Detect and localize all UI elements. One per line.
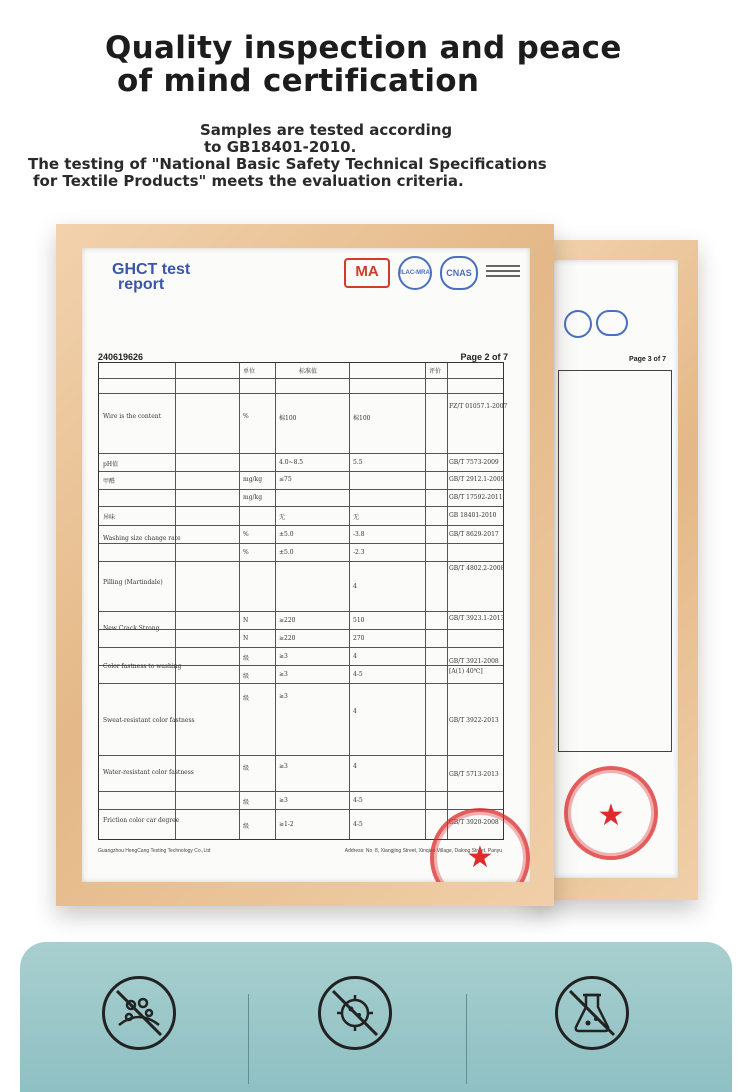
cnas-text-logo: [486, 262, 520, 284]
row-result: 棉100: [353, 415, 371, 422]
row-result: 510: [353, 617, 365, 624]
row-item: Pilling (Martindale): [103, 579, 163, 586]
row-unit: 级: [243, 673, 250, 680]
headline-line-2: of mind certification: [117, 63, 480, 99]
row-result: 4: [353, 583, 357, 590]
row-method: GB/T 3921-2008: [449, 658, 499, 665]
row-method: GB/T 8629-2017: [449, 531, 499, 538]
subtitle-line-4: for Textile Products" meets the evaluation criteria.: [33, 172, 464, 190]
row-item: 甲醛: [103, 478, 116, 485]
subtitle-line-2: to GB18401-2010.: [204, 138, 357, 156]
back-report-frame: [530, 240, 698, 900]
row-method: FZ/T 01057.1-2007: [449, 403, 508, 410]
row-item: 异味: [103, 514, 116, 521]
footer-company: Guangzhou HengCang Testing Technology Co.,Ltd: [98, 848, 211, 854]
row-method: GB/T 4802.2-2008: [449, 565, 505, 572]
row-unit: 级: [243, 823, 250, 830]
row-item: Friction color car degree: [103, 817, 180, 824]
header-std: 标准值: [299, 368, 318, 375]
row-unit: %: [243, 531, 249, 538]
row-item: Sweat-resistant color fastness: [103, 717, 195, 724]
subtitle-line-3: The testing of "National Basic Safety Technical Specifications: [28, 155, 547, 173]
row-unit: N: [243, 617, 249, 624]
row-result: 4-5: [353, 821, 363, 828]
row-result: 5.5: [353, 459, 363, 466]
row-result: -2.3: [353, 549, 365, 556]
row-item: pH值: [103, 461, 119, 468]
row-unit: mg/kg: [243, 476, 263, 483]
header-unit: 单位: [243, 368, 256, 375]
row-result: 4-5: [353, 797, 363, 804]
row-unit: %: [243, 413, 249, 420]
ilac-logo: [564, 310, 592, 338]
row-method: GB/T 2912.1-2009: [449, 476, 505, 483]
subtitle: [28, 122, 728, 190]
row-result: 4: [353, 708, 357, 715]
back-logos: [564, 310, 628, 338]
row-result: 无: [353, 514, 360, 521]
row-method: GB/T 7573-2009: [449, 459, 499, 466]
row-std: ≤75: [279, 476, 292, 483]
row-method: GB 18401-2010: [449, 512, 497, 519]
row-result: 270: [353, 635, 365, 642]
report-title-line-1: GHCT test: [112, 261, 191, 278]
row-item: New Crack Strong: [103, 625, 160, 632]
report-number: 240619626: [98, 352, 144, 362]
cma-logo: MA: [344, 258, 390, 288]
row-std: 4.0~8.5: [279, 459, 304, 466]
report-title-line-2: report: [118, 276, 165, 293]
row-unit: N: [243, 635, 249, 642]
no-chemicals-icon: [555, 976, 629, 1050]
row-std: 无: [279, 514, 286, 521]
row-method: GB/T 3920-2008: [449, 819, 499, 826]
page-number: Page 2 of 7: [460, 352, 508, 362]
row-unit: mg/kg: [243, 494, 263, 501]
row-std: ≥3: [279, 653, 288, 660]
divider: [466, 994, 467, 1084]
row-method: GB/T 3922-2013: [449, 717, 499, 724]
footer-address: Address: No. 8, Xiangjing Street, Xinqiao Village, Dalong Street, Panyu: [344, 848, 502, 854]
row-method: [A(1) 40℃]: [449, 668, 483, 675]
row-item: Wire is the content: [103, 413, 162, 420]
row-result: 4-5: [353, 671, 363, 678]
back-page-number: Page 3 of 7: [629, 356, 666, 363]
row-std: ±5.0: [279, 531, 294, 538]
row-method: GB/T 5713-2013: [449, 771, 499, 778]
row-unit: 级: [243, 655, 250, 662]
cert-logos: [344, 256, 520, 290]
row-unit: 级: [243, 765, 250, 772]
back-report-table: [558, 370, 672, 752]
row-std: 棉100: [279, 415, 297, 422]
row-std: ±5.0: [279, 549, 294, 556]
row-std: ≥3: [279, 693, 288, 700]
row-unit: 级: [243, 695, 250, 702]
row-item: Washing size change rate: [103, 535, 181, 542]
no-bacteria-icon: [102, 976, 176, 1050]
cnas-logo: [596, 310, 628, 336]
headline-line-1: Quality inspection and peace: [105, 30, 622, 66]
row-unit: %: [243, 549, 249, 556]
row-std: ≥3: [279, 763, 288, 770]
row-item: Water-resistant color fastness: [103, 769, 194, 776]
front-report-frame: [56, 224, 554, 906]
row-result: -3.8: [353, 531, 365, 538]
back-report-paper: [554, 260, 678, 878]
row-method: GB/T 17592-2011: [449, 494, 503, 501]
report-title: [112, 262, 190, 292]
subtitle-line-1: Samples are tested according: [200, 121, 453, 139]
header-eval: 评价: [429, 368, 442, 375]
row-item: Color fastness to washing: [103, 663, 182, 670]
front-report-paper: [82, 248, 530, 882]
page-headline: [105, 32, 665, 98]
cnas-logo: CNAS: [440, 256, 478, 290]
row-result: 4: [353, 763, 357, 770]
row-std: ≥3: [279, 671, 288, 678]
row-std: ≥220: [279, 617, 296, 624]
row-std: ≥220: [279, 635, 296, 642]
divider: [248, 994, 249, 1084]
feature-icons-panel: [20, 942, 732, 1092]
row-result: 4: [353, 653, 357, 660]
no-virus-icon: [318, 976, 392, 1050]
row-std: ≥1-2: [279, 821, 294, 828]
ilac-logo: ILAC-MRA: [398, 256, 432, 290]
row-std: ≥3: [279, 797, 288, 804]
red-official-seal: ★: [430, 808, 530, 882]
row-method: GB/T 3923.1-2013: [449, 615, 505, 622]
row-unit: 级: [243, 799, 250, 806]
back-red-seal: ★: [564, 766, 658, 860]
report-table: [98, 362, 508, 840]
